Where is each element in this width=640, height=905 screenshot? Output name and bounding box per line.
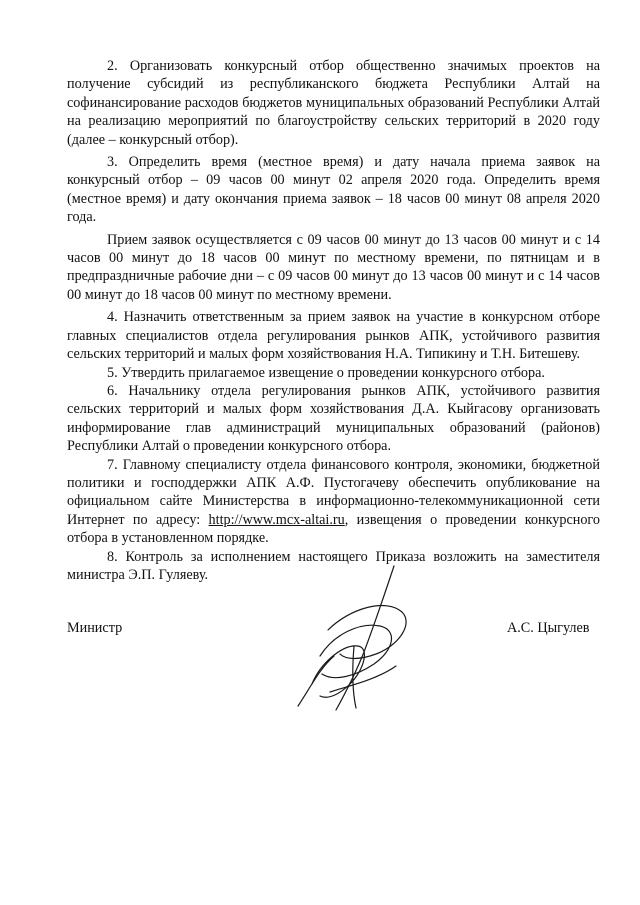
paragraph-3-reception-hours: Прием заявок осуществляется с 09 часов 00 минут до 13 часов 00 минут и с 14 часов 00 минут до 18 часов 00 минут по местному времени, по пятницам и в предпраздничные рабочие дни – с 09 часов 00 минут до 13 часов 00 минут и с 14 часов 00 минут до 18 часов 00 минут по местному времени. — [67, 231, 600, 303]
paragraph-7 — [67, 456, 600, 548]
paragraph-8: 8. Контроль за исполнением настоящего Приказа возложить на заместителя министра Э.П. Гуляеву. — [67, 548, 600, 583]
paragraph-5: 5. Утвердить прилагаемое извещение о проведении конкурсного отбора. — [107, 364, 545, 381]
ministry-website-link[interactable]: http://www.mcx-altai.ru — [208, 511, 345, 528]
handwritten-signature — [290, 560, 420, 715]
paragraph-3: 3. Определить время (местное время) и дату начала приема заявок на конкурсный отбор – 09 часов 00 минут 02 апреля 2020 года. Определить время (местное время) и дату окончания приема заявок – 18 часов 00 минут 08 апреля 2020 года. — [67, 154, 600, 226]
signatory-position: Министр — [67, 620, 123, 636]
paragraph-7-text-after: , извещения о проведении конкурсного отбора в установленном порядке. — [67, 511, 600, 547]
paragraph-6: 6. Начальнику отдела регулирования рынков АПК, устойчивого развития сельских территорий и малых форм хозяйствования Д.А. Кыйгасову организовать информирование глав администраций муниципальных образований (районов) Республики Алтай о проведении конкурсного отбора. — [67, 382, 600, 455]
paragraph-4: 4. Назначить ответственным за прием заявок на участие в конкурсном отборе главных специалистов отдела регулирования рынков АПК, устойчивого развития сельских территорий и малых форм хозяйствования Н.А. Типикину и Т.Н. Битешеву. — [67, 309, 600, 363]
paragraph-7-text-before: 7. Главному специалисту отдела финансового контроля, экономики, бюджетной политики и господдержки АПК А.Ф. Пустогачеву обеспечить опубликование на официальном сайте Министерства в информационно-телекоммуникационной сети Интернет по адресу: — [67, 456, 600, 528]
document-body — [67, 57, 600, 584]
paragraph-2: 2. Организовать конкурсный отбор общественно значимых проектов на получение субсидий из республиканского бюджета Республики Алтай на софинансирование расходов бюджетов муниципальных образований Республики Алтай на реализацию мероприятий по благоустройству сельских территорий в 2020 году (далее – конкурсный отбор). — [67, 58, 600, 148]
signatory-name: А.С. Цыгулев — [507, 620, 590, 636]
